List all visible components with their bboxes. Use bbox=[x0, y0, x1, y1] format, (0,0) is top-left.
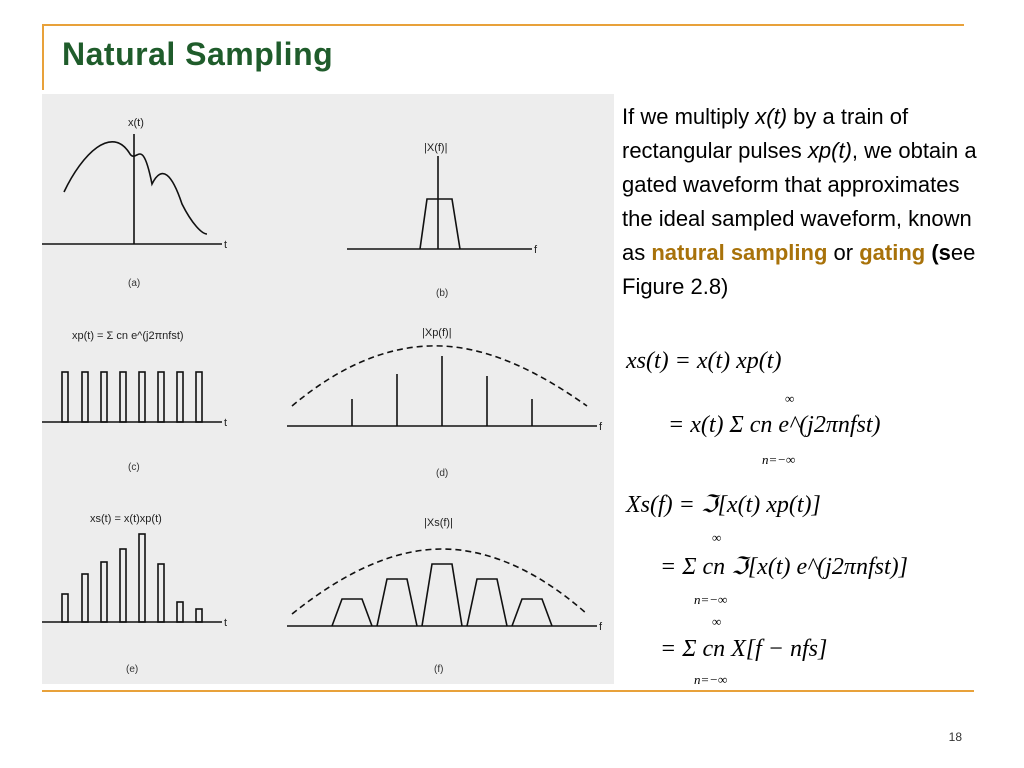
label-c: xp(t) = Σ cn e^(j2πnfst) bbox=[72, 330, 184, 342]
caption-d: (d) bbox=[436, 468, 449, 479]
caption-f: (f) bbox=[434, 664, 444, 675]
caption-b: (b) bbox=[436, 288, 449, 299]
axis-label-c: t bbox=[224, 417, 228, 429]
equation-3: Xs(f) = ℑ[x(t) xp(t)] bbox=[626, 492, 821, 518]
sum-lower-3: n=−∞ bbox=[694, 672, 728, 687]
term-natural-sampling: natural sampling bbox=[651, 240, 828, 265]
axis-label-d: f bbox=[599, 421, 603, 433]
text-part-5-bold: (s bbox=[925, 240, 951, 265]
text-part-3: , we obtain a gated waveform that approximates the ideal sampled waveform, known as bbox=[622, 138, 977, 265]
left-rule bbox=[42, 24, 44, 90]
sampling-figure bbox=[42, 94, 614, 684]
page-number: 18 bbox=[948, 730, 962, 744]
text-part-2: by a train of rectangular pulses bbox=[622, 104, 909, 163]
sum-upper-3: ∞ bbox=[712, 614, 722, 629]
figure-drawing bbox=[42, 94, 614, 684]
label-d: |Xp(f)| bbox=[422, 327, 452, 339]
var-xt: x(t) bbox=[755, 104, 788, 129]
var-xpt: xp(t) bbox=[807, 138, 852, 163]
text-part-4: or bbox=[827, 240, 860, 265]
label-e: xs(t) = x(t)xp(t) bbox=[90, 513, 162, 525]
axis-label-e: t bbox=[224, 617, 228, 629]
impulses-d bbox=[352, 356, 532, 426]
equation-1: xs(t) = x(t) xp(t) bbox=[626, 348, 782, 374]
term-gating: gating bbox=[859, 240, 926, 265]
label-b: |X(f)| bbox=[424, 142, 448, 154]
signal-a bbox=[64, 142, 207, 234]
caption-a: (a) bbox=[128, 278, 141, 289]
sum-upper-2: ∞ bbox=[712, 530, 722, 545]
axis-label-a: t bbox=[224, 239, 228, 251]
pulse-train-c bbox=[62, 372, 202, 422]
caption-c: (c) bbox=[128, 462, 140, 473]
equation-2 bbox=[668, 412, 881, 439]
description-paragraph bbox=[622, 100, 982, 304]
sum-lower-2: n=−∞ bbox=[694, 592, 728, 607]
equation-5 bbox=[660, 636, 827, 663]
envelope-f bbox=[292, 549, 587, 614]
slide-title: Natural Sampling bbox=[62, 36, 334, 72]
text-part-5: ee Figure 2.8) bbox=[622, 240, 976, 299]
replicas-f bbox=[332, 564, 552, 626]
bottom-rule bbox=[42, 690, 974, 692]
axis-label-b: f bbox=[534, 244, 538, 256]
sum-upper-1: ∞ bbox=[785, 391, 795, 406]
label-f: |Xs(f)| bbox=[424, 517, 453, 529]
text-part-1: If we multiply bbox=[622, 104, 756, 129]
sampled-pulses-e bbox=[62, 534, 202, 622]
equation-5-text: = Σ cn X[f − nfs] bbox=[660, 636, 828, 662]
equation-2-text: = x(t) Σ cn e^(j2πnfst) bbox=[668, 412, 881, 438]
equation-4 bbox=[660, 552, 908, 581]
top-rule bbox=[42, 24, 964, 26]
label-a: x(t) bbox=[128, 117, 144, 129]
spectrum-b bbox=[420, 199, 460, 249]
caption-e: (e) bbox=[126, 664, 139, 675]
sum-lower-1: n=−∞ bbox=[762, 452, 796, 467]
envelope-d bbox=[292, 346, 587, 406]
equation-4-text: = Σ cn ℑ[x(t) e^(j2πnfst)] bbox=[660, 554, 908, 580]
axis-label-f: f bbox=[599, 621, 603, 633]
